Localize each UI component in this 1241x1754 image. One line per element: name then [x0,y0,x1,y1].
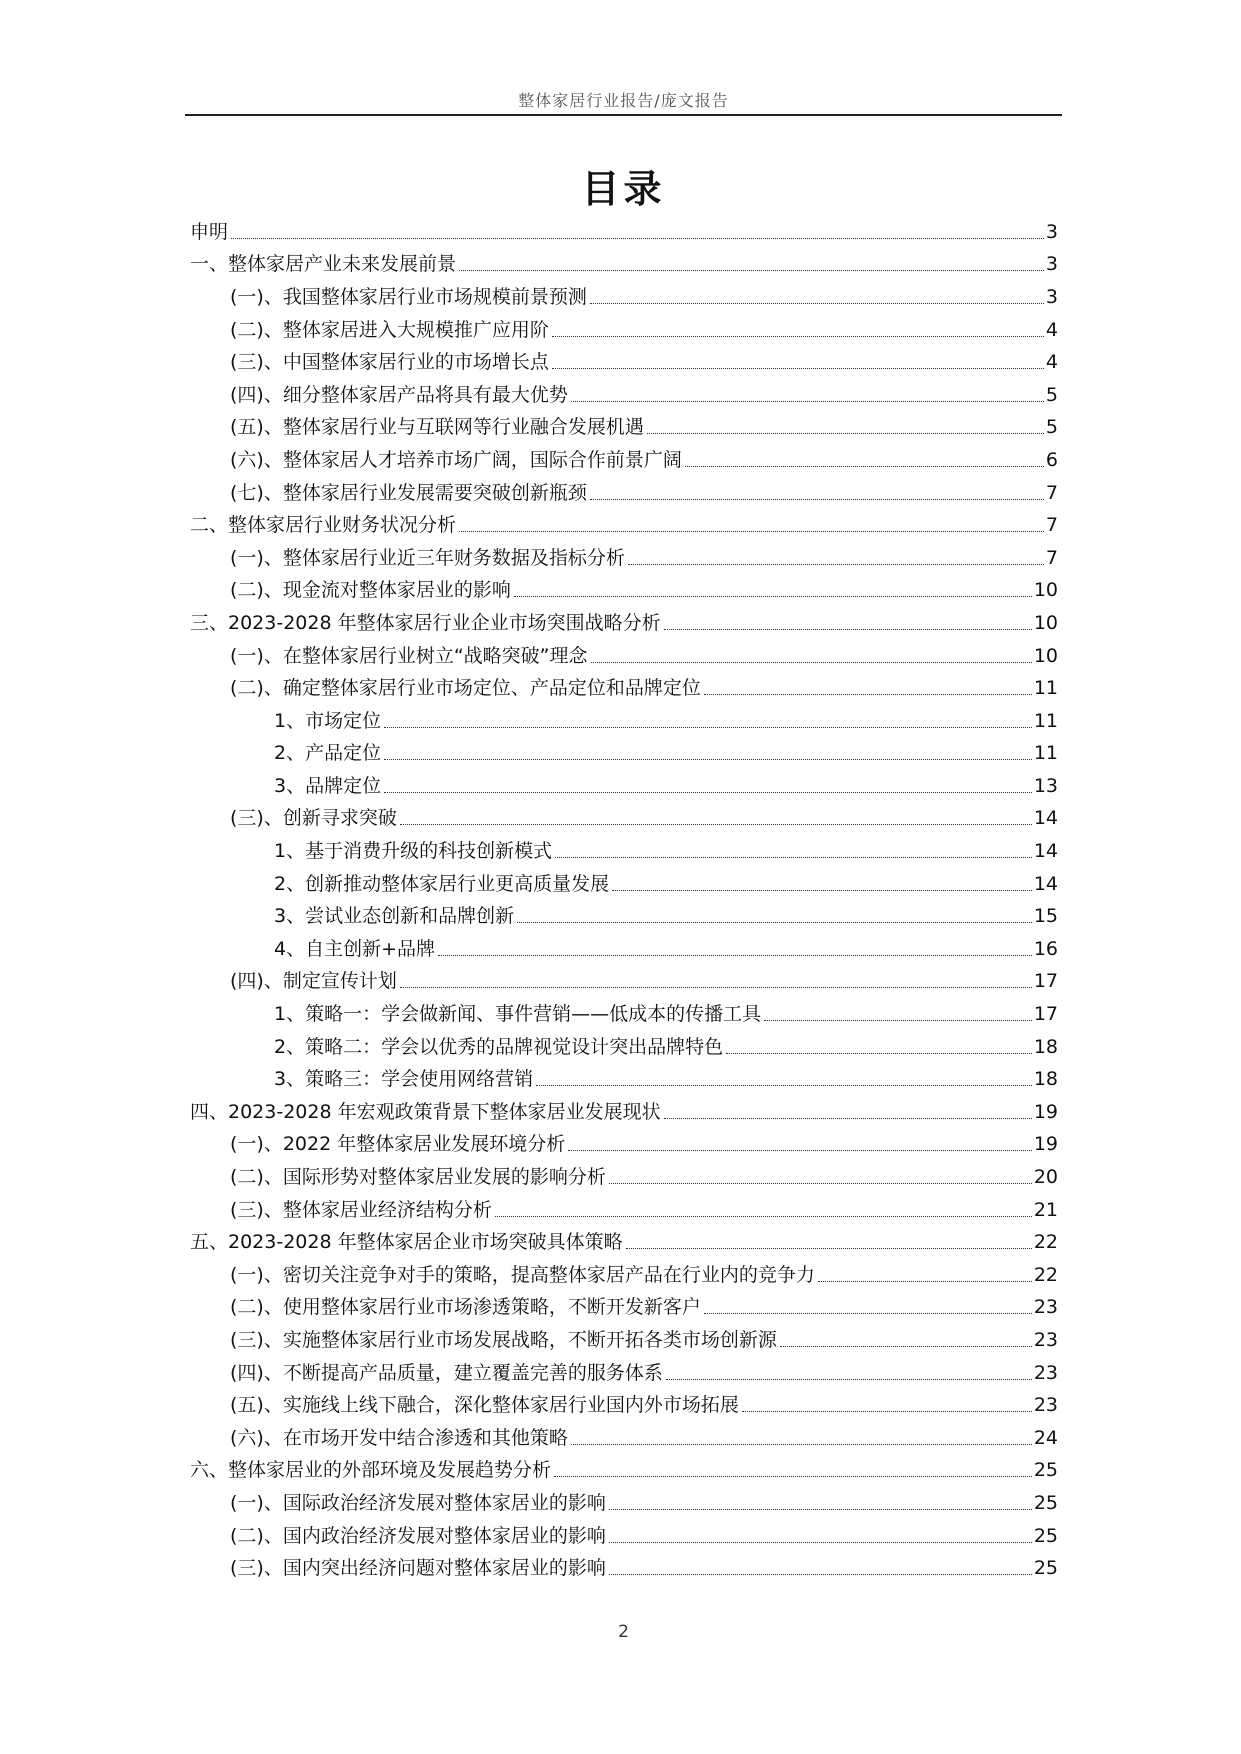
toc-entry-title: (一)、密切关注竞争对手的策略，提高整体家居产品在行业内的竞争力 [230,1263,815,1286]
toc-entry-title: (二)、国内政治经济发展对整体家居业的影响 [230,1524,606,1547]
dot-leader [552,336,1044,337]
toc-entry-page: 7 [1045,481,1058,504]
toc-entry[interactable] [190,1292,1058,1325]
toc-entry-title: 1、基于消费升级的科技创新模式 [274,840,553,863]
toc-entry-page: 11 [1033,677,1058,700]
toc-entry[interactable] [190,1031,1058,1064]
toc-entry-title: (二)、现金流对整体家居业的影响 [230,579,511,602]
toc-entry-title: 一、整体家居产业未来发展前景 [190,253,457,276]
dot-leader [571,401,1044,402]
toc-entry[interactable] [190,1520,1058,1553]
dot-leader [590,499,1044,500]
toc-entry-page: 4 [1045,318,1058,341]
toc-entry-title: (三)、实施整体家居行业市场发展战略，不断开拓各类市场创新源 [230,1328,777,1351]
toc-entry[interactable] [190,1096,1058,1129]
dot-leader [704,694,1032,695]
toc-entry-title: 五、2023-2028 年整体家居企业市场突破具体策略 [190,1231,623,1254]
toc-entry[interactable] [190,1226,1058,1259]
dot-leader [536,1085,1032,1086]
table-of-contents [190,216,1058,1585]
dot-leader [554,1476,1032,1477]
toc-entry-page: 14 [1033,840,1058,863]
toc-entry[interactable] [190,1063,1058,1096]
dot-leader [664,629,1032,630]
toc-entry[interactable] [190,1259,1058,1292]
toc-entry[interactable] [190,1487,1058,1520]
toc-entry-page: 25 [1033,1459,1058,1482]
dot-leader [609,1183,1032,1184]
toc-entry-page: 3 [1045,220,1058,243]
dot-leader [704,1313,1032,1314]
toc-entry-page: 14 [1033,872,1058,895]
toc-entry-page: 3 [1045,253,1058,276]
dot-leader [400,987,1032,988]
toc-entry-page: 24 [1033,1426,1058,1449]
dot-leader [384,727,1032,728]
toc-entry[interactable] [190,281,1058,314]
dot-leader [609,1509,1032,1510]
dot-leader [517,922,1032,923]
toc-entry[interactable] [190,379,1058,412]
dot-leader [438,955,1032,956]
toc-entry-page: 3 [1045,285,1058,308]
toc-entry-page: 11 [1033,742,1058,765]
dot-leader [231,238,1044,239]
toc-entry[interactable] [190,966,1058,999]
toc-entry[interactable] [190,249,1058,282]
toc-entry-title: (四)、不断提高产品质量，建立覆盖完善的服务体系 [230,1361,663,1384]
toc-entry-title: (七)、整体家居行业发展需要突破创新瓶颈 [230,481,587,504]
toc-entry[interactable] [190,803,1058,836]
toc-entry-page: 11 [1033,709,1058,732]
toc-entry-title: 1、策略一：学会做新闻、事件营销——低成本的传播工具 [274,1003,762,1026]
toc-entry-page: 18 [1033,1035,1058,1058]
toc-entry-title: (一)、国际政治经济发展对整体家居业的影响 [230,1491,606,1514]
toc-entry-page: 5 [1045,416,1058,439]
dot-leader [552,368,1044,369]
toc-entry[interactable] [190,542,1058,575]
dot-leader [459,531,1044,532]
toc-entry-page: 7 [1045,546,1058,569]
toc-entry[interactable] [190,1552,1058,1585]
toc-entry[interactable] [190,314,1058,347]
toc-entry[interactable] [190,1161,1058,1194]
toc-entry-page: 23 [1033,1296,1058,1319]
toc-entry-page: 15 [1033,905,1058,928]
toc-entry[interactable] [190,933,1058,966]
dot-leader [626,1248,1032,1249]
toc-entry[interactable] [190,607,1058,640]
dot-leader [764,1020,1032,1021]
toc-entry-page: 4 [1045,351,1058,374]
toc-entry-title: (二)、国际形势对整体家居业发展的影响分析 [230,1166,606,1189]
toc-entry-title: 2、产品定位 [274,742,382,765]
dot-leader [495,1216,1032,1217]
toc-entry[interactable] [190,1389,1058,1422]
toc-entry-title: (二)、使用整体家居行业市场渗透策略，不断开发新客户 [230,1296,701,1319]
toc-entry[interactable] [190,412,1058,445]
toc-entry-title: 六、整体家居业的外部环境及发展趋势分析 [190,1459,552,1482]
toc-entry-page: 25 [1033,1557,1058,1580]
toc-entry-title: 3、品牌定位 [274,774,382,797]
dot-leader [590,303,1044,304]
dot-leader [647,433,1044,434]
dot-leader [612,890,1032,891]
toc-entry-page: 19 [1033,1100,1058,1123]
toc-entry-page: 17 [1033,970,1058,993]
toc-entry-page: 21 [1033,1198,1058,1221]
toc-entry-page: 10 [1033,644,1058,667]
toc-entry[interactable] [190,998,1058,1031]
toc-entry-title: (三)、整体家居业经济结构分析 [230,1198,492,1221]
toc-entry-title: (五)、整体家居行业与互联网等行业融合发展机遇 [230,416,644,439]
dot-leader [609,1574,1032,1575]
dot-leader [514,596,1032,597]
toc-entry-title: (二)、确定整体家居行业市场定位、产品定位和品牌定位 [230,677,701,700]
dot-leader [664,1118,1032,1119]
toc-title: 目录 [581,167,666,211]
toc-entry-page: 5 [1045,383,1058,406]
toc-entry[interactable] [190,705,1058,738]
toc-entry-page: 14 [1033,807,1058,830]
toc-entry[interactable] [190,868,1058,901]
toc-entry-title: 申明 [190,220,229,243]
toc-entry[interactable] [190,640,1058,673]
toc-entry-title: (二)、整体家居进入大规模推广应用阶 [230,318,549,341]
toc-entry-title: 1、市场定位 [274,709,382,732]
dot-leader [628,564,1044,565]
toc-entry-title: 二、整体家居行业财务状况分析 [190,514,457,537]
toc-entry-title: 2、创新推动整体家居行业更高质量发展 [274,872,610,895]
toc-entry-page: 19 [1033,1133,1058,1156]
toc-entry-title: (六)、整体家居人才培养市场广阔，国际合作前景广阔 [230,448,682,471]
toc-entry-title: 2、策略二：学会以优秀的品牌视觉设计突出品牌特色 [274,1035,724,1058]
dot-leader [818,1281,1032,1282]
toc-entry[interactable] [190,1455,1058,1488]
toc-entry[interactable] [190,835,1058,868]
toc-entry[interactable] [190,672,1058,705]
dot-leader [742,1411,1032,1412]
toc-entry[interactable] [190,477,1058,510]
dot-leader [400,824,1032,825]
toc-entry[interactable] [190,1324,1058,1357]
toc-entry[interactable] [190,1357,1058,1390]
toc-entry-title: (五)、实施线上线下融合，深化整体家居行业国内外市场拓展 [230,1394,739,1417]
toc-entry-page: 25 [1033,1491,1058,1514]
dot-leader [685,466,1044,467]
toc-entry-title: 3、策略三：学会使用网络营销 [274,1068,534,1091]
toc-entry-page: 7 [1045,514,1058,537]
toc-entry-page: 13 [1033,774,1058,797]
toc-entry-page: 23 [1033,1394,1058,1417]
toc-entry-title: (三)、中国整体家居行业的市场增长点 [230,351,549,374]
toc-entry[interactable] [190,900,1058,933]
toc-entry-title: (四)、制定宣传计划 [230,970,397,993]
toc-entry[interactable] [190,1129,1058,1162]
toc-entry[interactable] [190,1194,1058,1227]
toc-entry-title: (一)、整体家居行业近三年财务数据及指标分析 [230,546,625,569]
dot-leader [609,1542,1032,1543]
toc-entry[interactable] [190,509,1058,542]
toc-entry-title: (三)、创新寻求突破 [230,807,397,830]
toc-entry-page: 10 [1033,611,1058,634]
dot-leader [555,857,1032,858]
dot-leader [780,1346,1032,1347]
dot-leader [384,792,1032,793]
toc-entry-title: (一)、我国整体家居行业市场规模前景预测 [230,285,587,308]
toc-entry-page: 20 [1033,1166,1058,1189]
toc-entry-page: 16 [1033,937,1058,960]
toc-entry-page: 25 [1033,1524,1058,1547]
toc-entry-title: (一)、2022 年整体家居业发展环境分析 [230,1133,566,1156]
toc-entry[interactable] [190,216,1058,249]
dot-leader [726,1053,1032,1054]
running-header: 整体家居行业报告/庞文报告 [518,91,729,110]
toc-entry-page: 22 [1033,1263,1058,1286]
toc-entry-title: 三、2023-2028 年整体家居行业企业市场突围战略分析 [190,611,661,634]
toc-entry-page: 10 [1033,579,1058,602]
toc-entry-page: 23 [1033,1328,1058,1351]
dot-leader [384,759,1032,760]
dot-leader [666,1379,1032,1380]
toc-entry[interactable] [190,444,1058,477]
toc-entry[interactable] [190,346,1058,379]
toc-entry-title: (一)、在整体家居行业树立“战略突破”理念 [230,644,588,667]
header-divider [185,114,1062,116]
toc-entry-title: (六)、在市场开发中结合渗透和其他策略 [230,1426,568,1449]
toc-entry-page: 18 [1033,1068,1058,1091]
dot-leader [571,1444,1032,1445]
toc-entry-page: 22 [1033,1231,1058,1254]
toc-entry-title: (四)、细分整体家居产品将具有最大优势 [230,383,568,406]
toc-entry[interactable] [190,575,1058,608]
toc-entry-title: 4、自主创新+品牌 [274,937,436,960]
dot-leader [568,1150,1032,1151]
toc-entry-title: 3、尝试业态创新和品牌创新 [274,905,515,928]
toc-entry[interactable] [190,738,1058,771]
page-number: 2 [618,1622,629,1642]
dot-leader [591,662,1032,663]
toc-entry-title: (三)、国内突出经济问题对整体家居业的影响 [230,1557,606,1580]
toc-entry-title: 四、2023-2028 年宏观政策背景下整体家居业发展现状 [190,1100,661,1123]
toc-entry[interactable] [190,770,1058,803]
toc-entry-page: 17 [1033,1003,1058,1026]
toc-entry-page: 23 [1033,1361,1058,1384]
toc-entry[interactable] [190,1422,1058,1455]
dot-leader [459,270,1044,271]
toc-entry-page: 6 [1045,448,1058,471]
